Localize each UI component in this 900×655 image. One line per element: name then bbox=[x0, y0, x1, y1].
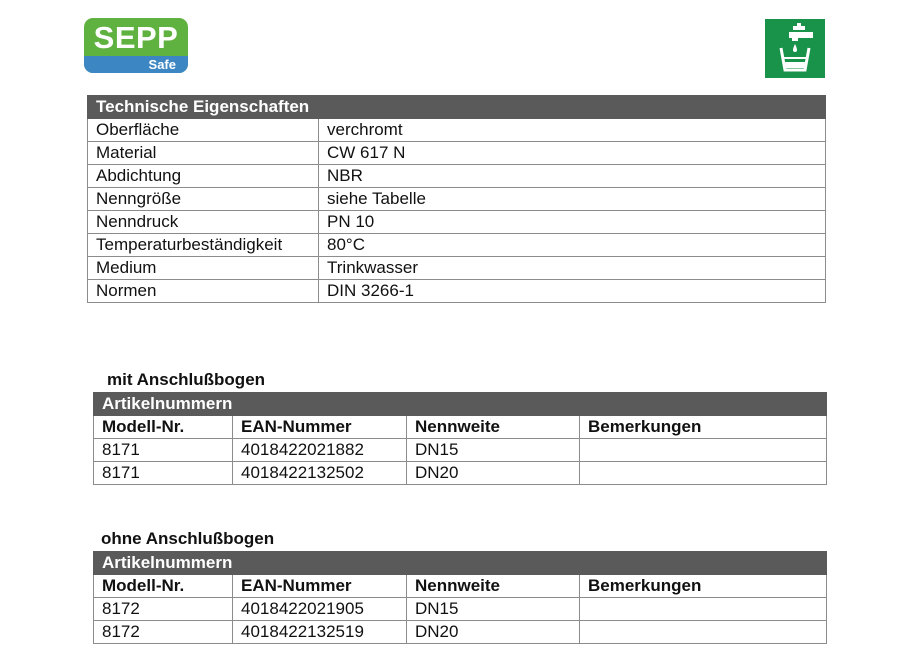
remarks bbox=[580, 462, 827, 485]
article-table-title: Artikelnummern bbox=[94, 552, 827, 575]
property-label: Nenndruck bbox=[88, 211, 319, 234]
ean-number: 4018422021905 bbox=[233, 598, 407, 621]
table-header-row bbox=[94, 416, 827, 439]
property-value: Trinkwasser bbox=[319, 257, 826, 280]
ean-number: 4018422021882 bbox=[233, 439, 407, 462]
remarks bbox=[580, 621, 827, 644]
table-row bbox=[88, 119, 826, 142]
property-value: verchromt bbox=[319, 119, 826, 142]
column-header: Modell-Nr. bbox=[94, 416, 233, 439]
model-number: 8172 bbox=[94, 598, 233, 621]
remarks bbox=[580, 598, 827, 621]
table-row bbox=[88, 280, 826, 303]
nominal-width: DN20 bbox=[407, 621, 580, 644]
column-header: Bemerkungen bbox=[580, 575, 827, 598]
column-header: Modell-Nr. bbox=[94, 575, 233, 598]
table-row bbox=[94, 462, 827, 485]
property-label: Medium bbox=[88, 257, 319, 280]
table-row bbox=[88, 165, 826, 188]
caption-without-bend: ohne Anschlußbogen bbox=[101, 529, 275, 548]
tech-table-title: Technische Eigenschaften bbox=[88, 96, 826, 119]
nominal-width: DN15 bbox=[407, 439, 580, 462]
table-row bbox=[94, 439, 827, 462]
article-numbers-with-bend-table bbox=[93, 392, 827, 485]
sepp-safe-logo bbox=[84, 18, 188, 73]
model-number: 8171 bbox=[94, 439, 233, 462]
table-row bbox=[88, 211, 826, 234]
table-row bbox=[88, 188, 826, 211]
property-value: CW 617 N bbox=[319, 142, 826, 165]
technical-properties-table bbox=[87, 95, 826, 303]
property-label: Abdichtung bbox=[88, 165, 319, 188]
table-row bbox=[94, 598, 827, 621]
ean-number: 4018422132519 bbox=[233, 621, 407, 644]
table-row bbox=[88, 142, 826, 165]
property-label: Oberfläche bbox=[88, 119, 319, 142]
ean-number: 4018422132502 bbox=[233, 462, 407, 485]
drinking-water-tap-icon bbox=[765, 19, 825, 78]
logo-text: SEPP bbox=[93, 20, 179, 55]
column-header: EAN-Nummer bbox=[233, 575, 407, 598]
caption-with-bend: mit Anschlußbogen bbox=[107, 370, 266, 389]
column-header: Nennweite bbox=[407, 575, 580, 598]
property-value: NBR bbox=[319, 165, 826, 188]
property-label: Temperaturbeständigkeit bbox=[88, 234, 319, 257]
property-label: Normen bbox=[88, 280, 319, 303]
model-number: 8172 bbox=[94, 621, 233, 644]
property-value: PN 10 bbox=[319, 211, 826, 234]
drinking-water-symbol bbox=[765, 19, 825, 78]
table-row bbox=[88, 257, 826, 280]
nominal-width: DN20 bbox=[407, 462, 580, 485]
property-value: siehe Tabelle bbox=[319, 188, 826, 211]
remarks bbox=[580, 439, 827, 462]
table-header-row bbox=[94, 575, 827, 598]
property-value: 80°C bbox=[319, 234, 826, 257]
nominal-width: DN15 bbox=[407, 598, 580, 621]
property-label: Material bbox=[88, 142, 319, 165]
article-table-title: Artikelnummern bbox=[94, 393, 827, 416]
column-header: EAN-Nummer bbox=[233, 416, 407, 439]
article-numbers-without-bend-table bbox=[93, 551, 827, 644]
table-row bbox=[94, 621, 827, 644]
column-header: Nennweite bbox=[407, 416, 580, 439]
table-row bbox=[88, 234, 826, 257]
logo-subtext: Safe bbox=[148, 57, 176, 72]
property-label: Nenngröße bbox=[88, 188, 319, 211]
column-header: Bemerkungen bbox=[580, 416, 827, 439]
model-number: 8171 bbox=[94, 462, 233, 485]
property-value: DIN 3266-1 bbox=[319, 280, 826, 303]
